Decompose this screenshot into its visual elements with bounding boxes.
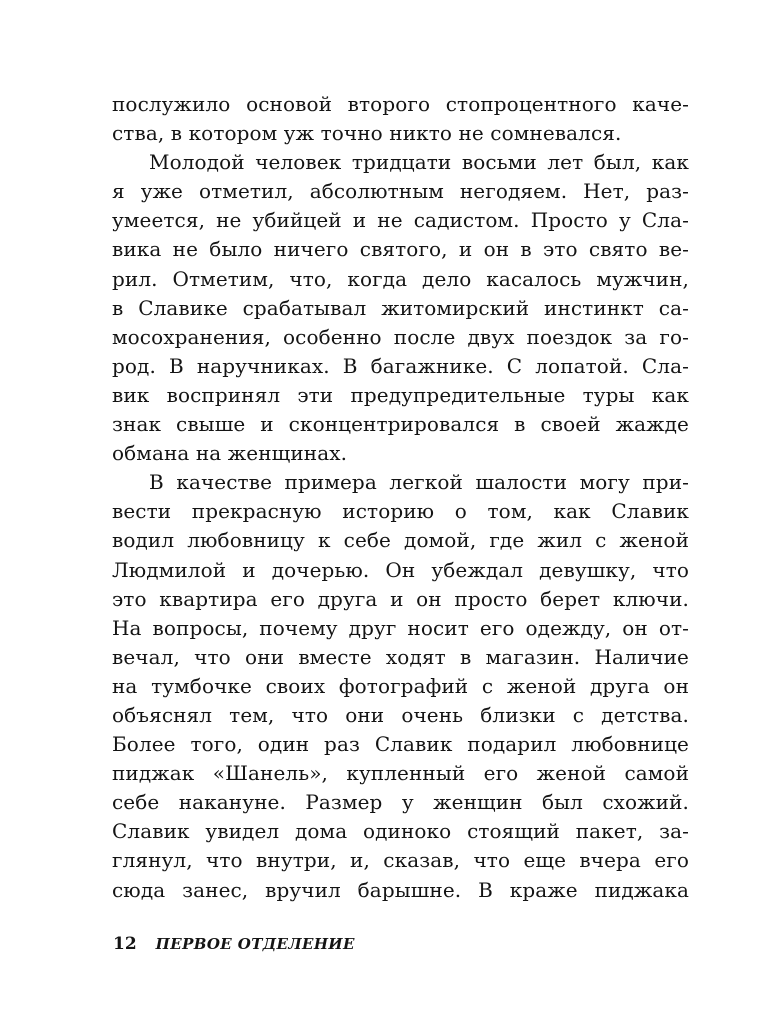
text-line: сюда занес, вручил барышне. В краже пиджака — [112, 877, 689, 902]
text-line: вечал, что они вместе ходят в магазин. Наличие — [112, 644, 689, 669]
page-footer — [113, 934, 355, 954]
text-line: себе накануне. Размер у женщин был схожий. — [112, 790, 689, 815]
text-line: умеется, не убийцей и не садистом. Просто у Сла- — [112, 208, 689, 233]
running-title: ПЕРВОЕ ОТДЕЛЕНИЕ — [155, 935, 355, 953]
text-line: послужило основой второго стопроцентного каче- — [112, 92, 689, 116]
text-line: знак свыше и сконцентрировался в своей жажде — [112, 412, 689, 437]
text-line: глянул, что внутри, и, сказав, что еще вчера его — [112, 848, 689, 873]
text-line: Более того, один раз Славик подарил любовнице — [112, 732, 689, 757]
text-block — [112, 90, 689, 905]
text-line: на тумбочке своих фотографий с женой друга он — [112, 673, 689, 698]
text-line: Славик увидел дома одиноко стоящий пакет, за- — [112, 819, 689, 844]
text-line: В качестве примера легкой шалости могу при- — [149, 470, 689, 495]
text-line: рил. Отметим, что, когда дело касалось мужчин, — [112, 266, 689, 291]
text-line: я уже отметил, абсолютным негодяем. Нет, раз- — [112, 179, 689, 204]
text-line: в Славике срабатывал житомирский инстинкт са- — [112, 295, 689, 320]
text-line: объяснял тем, что они очень близки с детства. — [112, 702, 689, 727]
text-line: ства, в котором уж точно никто не сомневался. — [112, 121, 622, 146]
text-line: пиджак «Шанель», купленный его женой самой — [112, 761, 689, 786]
text-line: вести прекрасную историю о том, как Славик — [112, 499, 689, 524]
text-line: обмана на женщинах. — [112, 441, 348, 466]
text-line: На вопросы, почему друг носит его одежду, он от- — [112, 615, 689, 640]
page-number: 12 — [113, 934, 137, 954]
text-line: вик воспринял эти предупредительные туры как — [112, 382, 689, 407]
text-line: это квартира его друга и он просто берет ключи. — [112, 586, 689, 611]
text-line: вика не было ничего святого, и он в это свято ве- — [112, 237, 689, 262]
text-line: водил любовницу к себе домой, где жил с женой — [112, 528, 689, 553]
text-line: Молодой человек тридцати восьми лет был, как — [149, 150, 689, 175]
text-line: род. В наручниках. В багажнике. С лопатой. Сла- — [112, 353, 689, 378]
text-line: мосохранения, особенно после двух поездок за го- — [112, 324, 689, 349]
text-line: Людмилой и дочерью. Он убеждал девушку, что — [112, 557, 689, 582]
